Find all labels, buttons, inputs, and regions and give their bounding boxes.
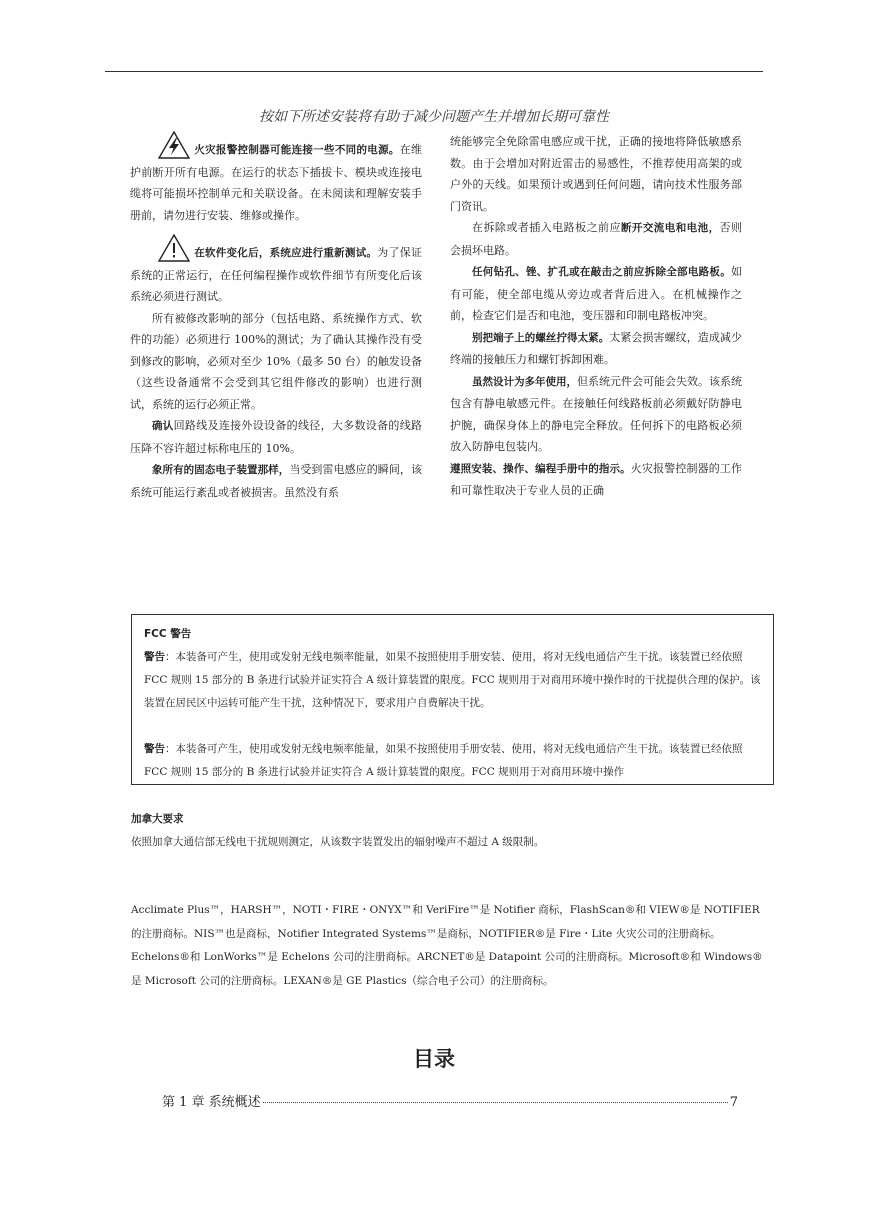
paragraph-grounding: 统能够完全免除雷电感应或干扰，正确的接地将降低敏感系数。由于会增加对附近雷击的易感性，不推荐使用高架的或户外的天线。如果预计或遇到任何问题，请向技术性服务部门资讯。 (450, 135, 742, 213)
lightning-text: 当受到雷电感应的瞬间，该系统可能运行紊乱或者被损害。虽然没有系 (130, 463, 422, 499)
static-text: 但系统元件会可能会失效。该系统包含有静电敏感元件。在接触任何线路板前必须戴好防静电护腕，确保身体上的静电完全释放。任何拆下的电路板必须放入防静电包装内。 (450, 374, 742, 453)
fcc-text-1: ：本装备可产生，使用或发射无线电频率能量，如果不按照使用手册安装、使用，将对无线电通信产生干扰。该装置已经依照 FCC 规则 15 部分的 B 条进行试验并证实符合 A 级计算装置的限度。FCC 规则用于对商用环境中操作时的干扰提供合理的保护。该装置在居民区中运转可能产生干扰，这种情况下，要求用户自费解决干扰。 (144, 651, 761, 709)
fcc-warn-label: 警告 (144, 743, 165, 755)
instructions-bold: 遵照安装、操作、编程手册中的指示。 (450, 462, 631, 475)
right-column (450, 131, 742, 502)
toc-entry[interactable] (162, 1091, 738, 1110)
paragraph-screws (450, 327, 742, 371)
disconnect-bold: 断开交流电和电池， (620, 222, 720, 234)
trademarks-section (131, 899, 771, 993)
drilling-bold: 任何钻孔、锉、扩孔或在敲击之前应拆除全部电路板。 (472, 266, 731, 278)
paragraph-retest-warning (130, 234, 422, 308)
canada-title: 加拿大要求 (131, 813, 184, 825)
paragraph-instructions (450, 458, 742, 502)
lightning-bold: 象所有的固态电子装置那样， (152, 464, 290, 476)
screws-bold: 别把端子上的螺丝拧得太紧。 (472, 331, 610, 344)
paragraph-static (450, 371, 742, 458)
paragraph-wiring (130, 415, 422, 459)
canada-text: 依照加拿大通信部无线电干扰规则测定，从该数字装置发出的辐射噪声不超过 A 级限制。 (131, 836, 545, 848)
trademarks-text: Acclimate Plus™，HARSH™，NOTI・FIRE・ONYX™和 VeriFire™是 Notifier 商标，FlashScan®和 VIEW®是 NOTIFIER 的注册商标。NIS™也是商标，Notifier Integrated Systems™是商标，NOTIFIER®是 Fire・Lite 火灾公司的注册商标。Echelons®和 LonWorks™是 Echelons 公司的注册商标。ARCNET®是 Datapoint 公司的注册商标。Microsoft®和 Windows®是 Microsoft 公司的注册商标。LEXAN®是 GE Plastics（综合电子公司）的注册商标。 (131, 904, 763, 987)
wiring-bold: 确认 (152, 420, 174, 432)
caution-warning-icon (158, 234, 190, 262)
fcc-paragraph-2 (144, 738, 761, 784)
fcc-warn-label: 警告 (144, 651, 165, 663)
toc-leader-dots (263, 1102, 728, 1103)
paragraph-drilling (450, 261, 742, 327)
fcc-paragraph-1 (144, 646, 761, 715)
paragraph-testing: 所有被修改影响的部分（包括电路、系统操作方式、软件的功能）必须进行 100%的测试；为了确认其操作没有受到修改的影响，必须对至少 10%（最多 50 台）的触发设备（这些设备通常不会受到其它组件修改的影响）也进行测试，系统的运行必须正常。 (130, 311, 422, 411)
drilling-text: 如有可能，使全部电缆从旁边或者背后进入。在机械操作之前，检查它们是否和电池，变压器和印制电路板冲突。 (450, 265, 742, 322)
left-column (130, 131, 422, 503)
paragraph-lightning (130, 459, 422, 503)
fcc-title: FCC 警告 (144, 628, 192, 640)
header-rule (105, 71, 763, 72)
toc-title: 目录 (413, 1047, 455, 1071)
disconnect-text: 否则会损坏电路。 (450, 221, 743, 257)
toc-entry-page: 7 (729, 1095, 738, 1110)
fcc-warning-box (131, 614, 774, 785)
wiring-text: 回路线及连接外设设备的线径，大多数设备的线路压降不容许超过标称电压的 10%。 (130, 419, 422, 455)
power-warning-text: 在维护前断开所有电源。在运行的状态下插拔卡、模块或连接电缆将可能损坏控制单元和关联设备。在未阅读和理解安装手册前，请勿进行安装、维修或操作。 (130, 143, 423, 222)
disconnect-pre: 在拆除或者插入电路板之前应 (472, 221, 621, 234)
power-warning-bold: 火灾报警控制器可能连接一些不同的电源。 (194, 144, 400, 156)
static-bold: 虽然设计为多年使用， (472, 375, 577, 388)
high-voltage-warning-icon (158, 131, 190, 159)
page-subtitle: 按如下所述安装将有助于减少问题产生并增加长期可靠性 (259, 109, 609, 125)
instructions-text: 火灾报警控制器的工作和可靠性取决于专业人员的正确 (450, 461, 743, 497)
toc-entry-label: 第 1 章 系统概述 (162, 1095, 261, 1110)
retest-warning-text: 为了保证系统的正常运行，在任何编程操作或软件细节有所变化后该系统必须进行测试。 (130, 246, 423, 303)
screws-text: 太紧会损害螺纹，造成减少终端的接触压力和螺钉拆卸困难。 (450, 330, 742, 366)
paragraph-power-warning (130, 131, 422, 226)
fcc-text-2: ：本装备可产生，使用或发射无线电频率能量，如果不按照使用手册安装、使用，将对无线电通信产生干扰。该装置已经依照 FCC 规则 15 部分的 B 条进行试验并证实符合 A 级计算装置的限度。FCC 规则用于对商用环境中操作 (144, 743, 743, 778)
canada-section (131, 808, 771, 854)
paragraph-disconnect (450, 217, 742, 261)
retest-warning-bold: 在软件变化后，系统应进行重新测试。 (194, 247, 378, 259)
